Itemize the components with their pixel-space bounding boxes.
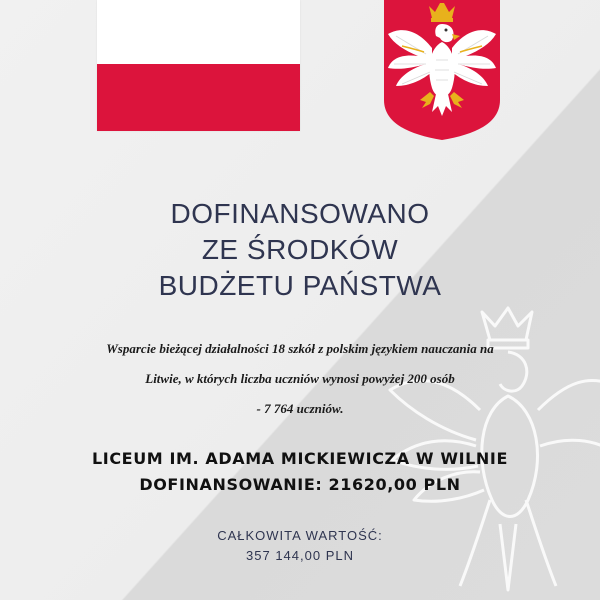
- headline: [0, 196, 600, 304]
- description-line-2: Litwie, w których liczba uczniów wynosi powyżej 200 osób: [145, 371, 455, 386]
- flag-red-stripe: [97, 64, 300, 131]
- white-eagle-coat-of-arms-icon: [382, 0, 502, 140]
- total-value-block: [0, 526, 600, 566]
- total-value-amount: 357 144,00 PLN: [246, 548, 354, 563]
- school-name: LICEUM IM. ADAMA MICKIEWICZA W WILNIE: [91, 449, 509, 468]
- school-block: [0, 446, 600, 498]
- description-line-3: - 7 764 uczniów.: [256, 401, 344, 416]
- total-value-label: CAŁKOWITA WARTOŚĆ:: [217, 528, 383, 543]
- headline-line-1: DOFINANSOWANO: [170, 198, 430, 229]
- funding-description: [40, 334, 560, 424]
- polish-flag-icon: [97, 0, 300, 131]
- funding-amount: DOFINANSOWANIE: 21620,00 PLN: [139, 475, 461, 494]
- headline-line-3: BUDŻETU PAŃSTWA: [158, 270, 442, 301]
- flag-white-stripe: [97, 0, 300, 64]
- headline-line-2: ZE ŚRODKÓW: [201, 234, 399, 265]
- description-line-1: Wsparcie bieżącej działalności 18 szkół z polskim językiem nauczania na: [106, 341, 494, 356]
